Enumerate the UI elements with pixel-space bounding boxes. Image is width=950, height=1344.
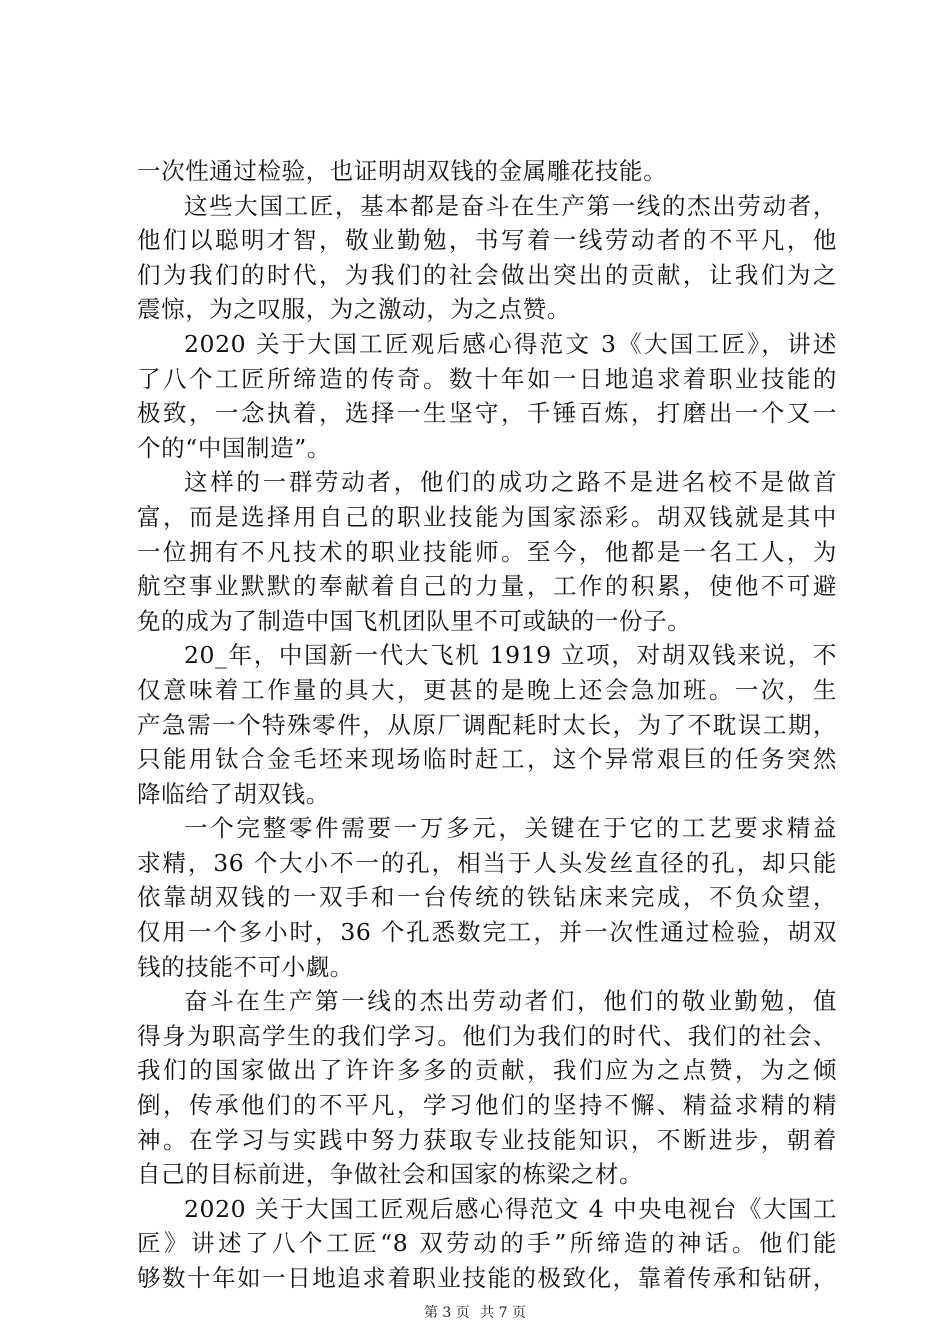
text-line: 求精，36 个大小不一的孔，相当于人头发丝直径的孔，却只能	[137, 848, 837, 877]
document-body	[137, 154, 837, 1296]
page-number: 第 3 页	[423, 1305, 470, 1321]
text-line: 免的成为了制造中国飞机团队里不可或缺的一份子。	[137, 606, 692, 635]
text-line: 20_年，中国新一代大飞机 1919 立项，对胡双钱来说，不	[184, 641, 837, 670]
text-line: 了八个工匠所缔造的传奇。数十年如一日地追求着职业技能的	[137, 364, 837, 393]
text-line: 仅用一个多小时，36 个孔悉数完工，并一次性通过检验，胡双	[137, 918, 837, 947]
text-line: 富，而是选择用自己的职业技能为国家添彩。胡双钱就是其中	[137, 502, 837, 531]
text-line: 极致，一念执着，选择一生坚守，千锤百炼，打磨出一个又一	[137, 399, 837, 428]
paragraph	[137, 1192, 837, 1296]
text-line: 只能用钛合金毛坯来现场临时赶工，这个异常艰巨的任务突然	[137, 745, 837, 774]
paragraph	[137, 327, 837, 465]
text-line: 2020 关于大国工匠观后感心得范文 3《大国工匠》，讲述	[184, 329, 837, 358]
text-line: 仅意味着工作量的具大，更甚的是晚上还会急加班。一次，生	[137, 675, 837, 704]
paragraph	[137, 154, 837, 189]
text-line: 2020 关于大国工匠观后感心得范文 4 中央电视台《大国工	[184, 1194, 837, 1223]
paragraph	[137, 638, 837, 811]
text-line: 一次性通过检验，也证明胡双钱的金属雕花技能。	[137, 157, 668, 185]
text-line: 自己的目标前进，争做社会和国家的栋梁之材。	[137, 1160, 644, 1189]
text-line: 产急需一个特殊零件，从原厂调配耗时太长，为了不耽误工期，	[137, 710, 837, 739]
text-line: 我们的国家做出了许许多多的贡献，我们应为之点赞，为之倾	[137, 1056, 837, 1085]
text-line: 们为我们的时代，为我们的社会做出突出的贡献，让我们为之	[137, 260, 837, 289]
text-line: 降临给了胡双钱。	[137, 779, 330, 808]
text-line: 得身为职高学生的我们学习。他们为我们的时代、我们的社会、	[137, 1021, 837, 1050]
text-line: 他们以聪明才智，敬业勤勉，书写着一线劳动者的不平凡，他	[137, 226, 837, 255]
paragraph	[137, 811, 837, 984]
text-line: 奋斗在生产第一线的杰出劳动者们，他们的敬业勤勉，值	[184, 987, 837, 1016]
text-line: 个的“中国制造”。	[137, 433, 331, 462]
text-line: 这样的一群劳动者，他们的成功之路不是进名校不是做首	[184, 468, 837, 497]
paragraph	[137, 465, 837, 638]
text-line: 这些大国工匠，基本都是奋斗在生产第一线的杰出劳动者，	[184, 191, 837, 220]
page-footer	[0, 1302, 950, 1322]
text-line: 震惊，为之叹服，为之激动，为之点赞。	[137, 295, 571, 324]
text-line: 匠》讲述了八个工匠“8 双劳动的手”所缔造的神话。他们能	[137, 1229, 837, 1258]
text-line: 钱的技能不可小觑。	[137, 952, 354, 981]
paragraph	[137, 984, 837, 1192]
text-line: 够数十年如一日地追求着职业技能的极致化，靠着传承和钻研，	[137, 1264, 837, 1292]
text-line: 一位拥有不凡技术的职业技能师。至今，他都是一名工人，为	[137, 537, 837, 566]
text-line: 航空事业默默的奉献着自己的力量，工作的积累，使他不可避	[137, 572, 837, 601]
text-line: 一个完整零件需要一万多元，关键在于它的工艺要求精益	[184, 814, 837, 843]
page-total: 共 7 页	[480, 1305, 527, 1321]
paragraph	[137, 189, 837, 327]
text-line: 倒，传承他们的不平凡，学习他们的坚持不懈、精益求精的精	[137, 1091, 837, 1120]
text-line: 依靠胡双钱的一双手和一台传统的铁钻床来完成，不负众望，	[137, 883, 837, 912]
text-line: 神。在学习与实践中努力获取专业技能知识，不断进步，朝着	[137, 1125, 837, 1154]
